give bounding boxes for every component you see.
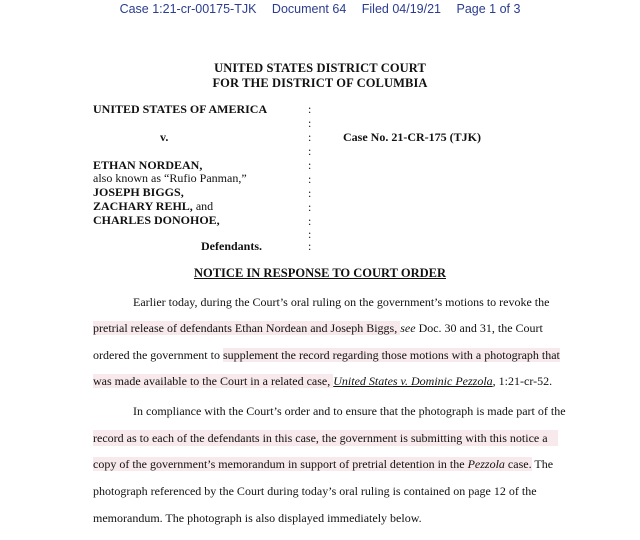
caption-defendants-label: Defendants.	[201, 239, 263, 253]
paragraph-1-line-1: Earlier today, during the Court’s oral ruling on the government’s motions to revoke the	[133, 295, 550, 309]
document-title: NOTICE IN RESPONSE TO COURT ORDER	[193, 266, 447, 280]
caption-colon: :	[308, 186, 312, 200]
text-span: Doc. 30 and 31, the Court	[415, 321, 543, 335]
ecf-header	[0, 0, 640, 18]
caption-versus: v.	[160, 130, 169, 144]
court-name: UNITED STATES DISTRICT COURT	[214, 61, 426, 75]
caption-colon: :	[308, 172, 312, 186]
paragraph-2-line-3	[93, 456, 558, 472]
court-district: FOR THE DISTRICT OF COLUMBIA	[212, 76, 428, 90]
ecf-case-number: Case 1:21-cr-00175-TJK	[119, 2, 257, 16]
ecf-document-number: Document 64	[271, 2, 347, 16]
caption-colon: :	[308, 102, 312, 116]
case-name: Pezzola	[467, 457, 505, 471]
paragraph-2-line-4: photograph referenced by the Court during today’s oral ruling is contained on page 12 of the	[93, 484, 537, 498]
caption-defendant-nordean: ETHAN NORDEAN,	[93, 158, 203, 172]
highlight-span: supplement the record regarding those motions with a photograph that	[222, 348, 560, 362]
caption-colon: :	[308, 130, 312, 144]
caption-colon: :	[308, 214, 312, 228]
caption-defendant-donohoe: CHARLES DONOHOE,	[93, 213, 220, 227]
caption-plaintiff: UNITED STATES OF AMERICA	[93, 102, 268, 116]
ecf-filed-date: Filed 04/19/21	[361, 2, 441, 16]
text-span: ordered the government to	[93, 348, 223, 362]
caption-defendant-rehl: ZACHARY REHL,	[93, 199, 193, 213]
text-span: The	[531, 457, 554, 471]
paragraph-2-line-1: In compliance with the Court’s order and to ensure that the photograph is made part of the	[133, 404, 566, 418]
highlight-span: pretrial release of defendants Ethan Nordean and Joseph Biggs,	[93, 321, 401, 335]
text-span: , 1:21-cr-52.	[492, 374, 553, 388]
caption-colon: :	[308, 158, 312, 172]
caption-colon: :	[308, 144, 312, 158]
caption-colon: :	[308, 200, 312, 214]
caption-case-number: Case No. 21-CR-175 (TJK)	[343, 130, 481, 144]
highlight-span: case.	[504, 457, 532, 471]
paragraph-2-line-5: memorandum. The photograph is also displayed immediately below.	[93, 511, 422, 525]
caption-defendant-biggs: JOSEPH BIGGS,	[93, 185, 184, 199]
citation-signal: see	[400, 321, 416, 335]
caption-aka: also known as “Rufio Panman,”	[93, 171, 247, 185]
highlight-span: copy of the government’s memorandum in support of pretrial detention in the	[93, 457, 468, 471]
highlight-span: was made available to the Court in a related case,	[93, 374, 334, 388]
paragraph-1-line-4	[93, 373, 558, 389]
caption-colon: :	[308, 116, 312, 130]
paragraph-1-line-2	[93, 320, 558, 336]
case-citation: United States v. Dominic Pezzola	[333, 374, 493, 388]
caption-colon: :	[308, 227, 312, 241]
caption-and: and	[192, 199, 214, 213]
ecf-page-count: Page 1 of 3	[456, 2, 521, 16]
caption-colon: :	[308, 239, 312, 253]
paragraph-1-line-3	[93, 347, 558, 363]
paragraph-2-line-2: record as to each of the defendants in this case, the government is submitting with this notice a	[93, 430, 558, 446]
